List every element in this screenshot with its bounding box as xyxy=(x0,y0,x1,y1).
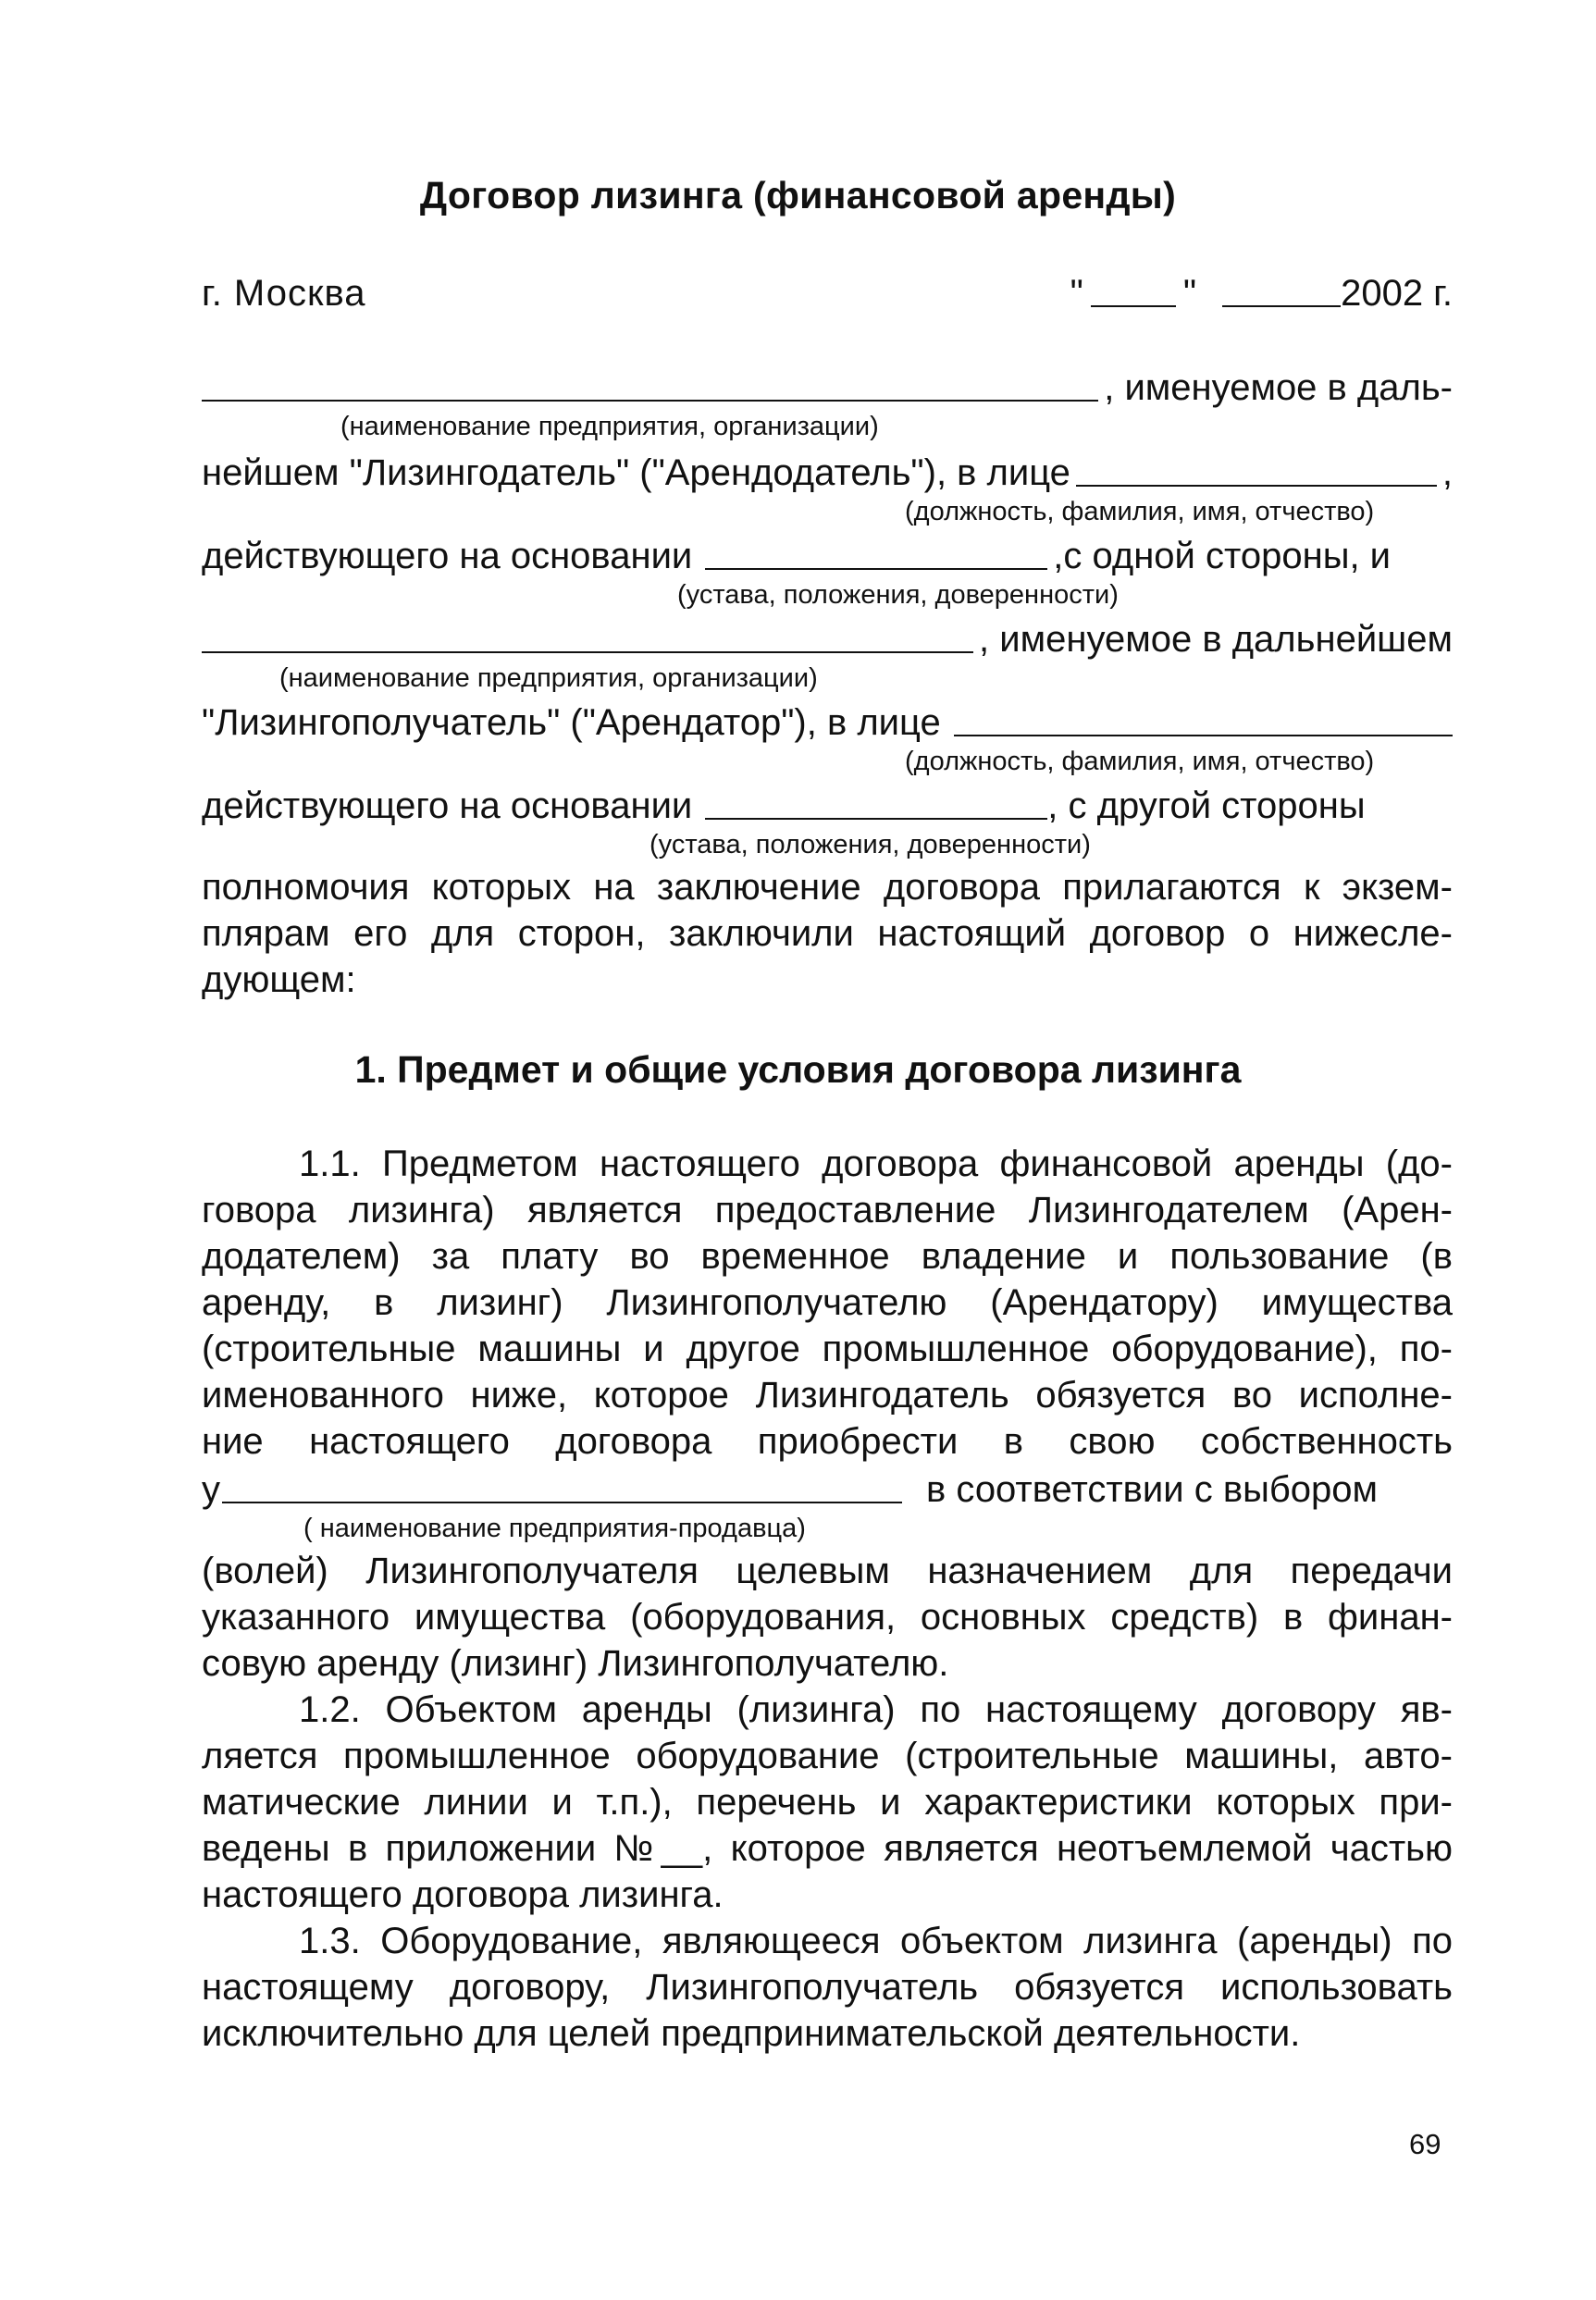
basis-blank-1 xyxy=(705,568,1047,570)
document-title: Договор лизинга (финансовой аренды) xyxy=(419,174,1177,216)
clause-1-2 xyxy=(202,1687,1453,1918)
date-open-quote: " xyxy=(1070,273,1083,314)
clause-1-2-line: настоящего договора лизинга. xyxy=(202,1874,724,1915)
seller-name-blank xyxy=(222,1502,902,1503)
city-date-line xyxy=(202,268,1453,316)
clause-1-2-line: 1.2. Объектом аренды (лизинга) по настоящему договору яв- xyxy=(299,1689,1453,1730)
date-close-quote: " xyxy=(1182,273,1197,314)
caption-basis-2: (устава, положения, доверенности) xyxy=(650,830,1091,859)
city: г. Москва xyxy=(202,273,366,314)
clause-1-1-line: говора лизинга) является предоставление Лизингодателем (Арен- xyxy=(202,1190,1453,1230)
caption-seller-name: ( наименование предприятия-продавца) xyxy=(303,1514,806,1543)
lessor-text: нейшем "Лизингодатель" ("Арендодатель"), в лице xyxy=(202,452,1070,493)
caption-position-name-1: (должность, фамилия, имя, отчество) xyxy=(905,497,1375,526)
section-1-heading: 1. Предмет и общие условия договора лизинга xyxy=(354,1048,1242,1091)
seller-prefix: у xyxy=(202,1469,220,1510)
caption-org-name-2: (наименование предприятия, организации) xyxy=(279,663,818,693)
clause-1-1-line: додателем) за плату во временное владение и пользование (в xyxy=(202,1236,1453,1277)
lessee-rep-blank xyxy=(954,735,1453,736)
authority-paragraph xyxy=(202,864,1453,1003)
authority-line-3: дующем: xyxy=(202,959,356,1000)
month-blank xyxy=(1222,305,1341,307)
clause-1-1-tail xyxy=(202,1548,1453,1687)
year: 2002 г. xyxy=(1341,273,1453,314)
clause-1-3 xyxy=(202,1918,1453,2057)
caption-basis-1: (устава, положения, доверенности) xyxy=(677,580,1119,610)
lessor-line xyxy=(202,448,1453,496)
basis-label-1: действующего на основании xyxy=(202,536,693,576)
authority-line-2: плярам его для сторон, заключили настоящий договор о нижесле- xyxy=(202,913,1453,954)
party2-name-line xyxy=(202,614,1453,662)
lessee-text: "Лизингополучатель" ("Арендатор"), в лице xyxy=(202,702,941,743)
other-side-text: , с другой стороны xyxy=(1047,785,1366,826)
party1-name-blank xyxy=(202,400,1098,402)
basis-blank-2 xyxy=(705,818,1047,820)
clause-1-1-line: (строительные машины и другое промышленное оборудование), по- xyxy=(202,1329,1453,1369)
seller-suffix: в соответствии с выбором xyxy=(926,1469,1378,1510)
lessor-rep-blank xyxy=(1076,485,1437,487)
day-blank xyxy=(1091,305,1176,307)
clause-1-1-line: именованного ниже, которое Лизингодатель обязуется во исполне- xyxy=(202,1375,1453,1416)
clause-1-2-line: матические линии и т.п.), перечень и характеристики которых при- xyxy=(202,1782,1453,1823)
basis-line-2 xyxy=(202,781,1453,829)
clause-1-1-line: ние настоящего договора приобрести в свою собственность xyxy=(202,1421,1453,1462)
party2-name-suffix: , именуемое в дальнейшем xyxy=(979,619,1453,660)
party2-name-blank xyxy=(202,651,973,653)
basis-line-1 xyxy=(202,531,1453,579)
party1-name-line xyxy=(202,363,1453,411)
clause-1-3-line: исключительно для целей предпринимательской деятельности. xyxy=(202,2013,1301,2054)
authority-line-1: полномочия которых на заключение договора прилагаются к экзем- xyxy=(202,867,1453,908)
clause-1-1-line: 1.1. Предметом настоящего договора финансовой аренды (до- xyxy=(299,1144,1453,1184)
clause-1-3-line: 1.3. Оборудование, являющееся объектом лизинга (аренды) по xyxy=(299,1921,1453,1961)
basis-label-2: действующего на основании xyxy=(202,785,693,826)
caption-position-name-2: (должность, фамилия, имя, отчество) xyxy=(905,747,1375,776)
clause-1-1-line: указанного имущества (оборудования, основных средств) в финан- xyxy=(202,1597,1453,1638)
clause-1-2-line: ляется промышленное оборудование (строительные машины, авто- xyxy=(202,1736,1453,1776)
clause-1-1 xyxy=(202,1141,1453,1465)
clause-1-1-line: аренду, в лизинг) Лизингополучателю (Арендатору) имущества xyxy=(202,1282,1453,1323)
clause-1-1-line: совую аренду (лизинг) Лизингополучателю. xyxy=(202,1643,949,1684)
lessee-line xyxy=(202,698,1453,746)
lessor-comma: , xyxy=(1441,452,1453,493)
caption-org-name-1: (наименование предприятия, организации) xyxy=(340,412,879,441)
clause-1-2-line: ведены в приложении №__, которое является неотъемлемой частью xyxy=(202,1828,1453,1869)
seller-line xyxy=(202,1465,1453,1513)
clause-1-1-line: (волей) Лизингополучателя целевым назначением для передачи xyxy=(202,1551,1453,1591)
party1-name-suffix: , именуемое в даль- xyxy=(1104,367,1453,408)
one-side-text: ,с одной стороны, и xyxy=(1053,536,1392,576)
page-number: 69 xyxy=(1409,2128,1441,2160)
clause-1-3-line: настоящему договору, Лизингополучатель обязуется использовать xyxy=(202,1967,1453,2008)
